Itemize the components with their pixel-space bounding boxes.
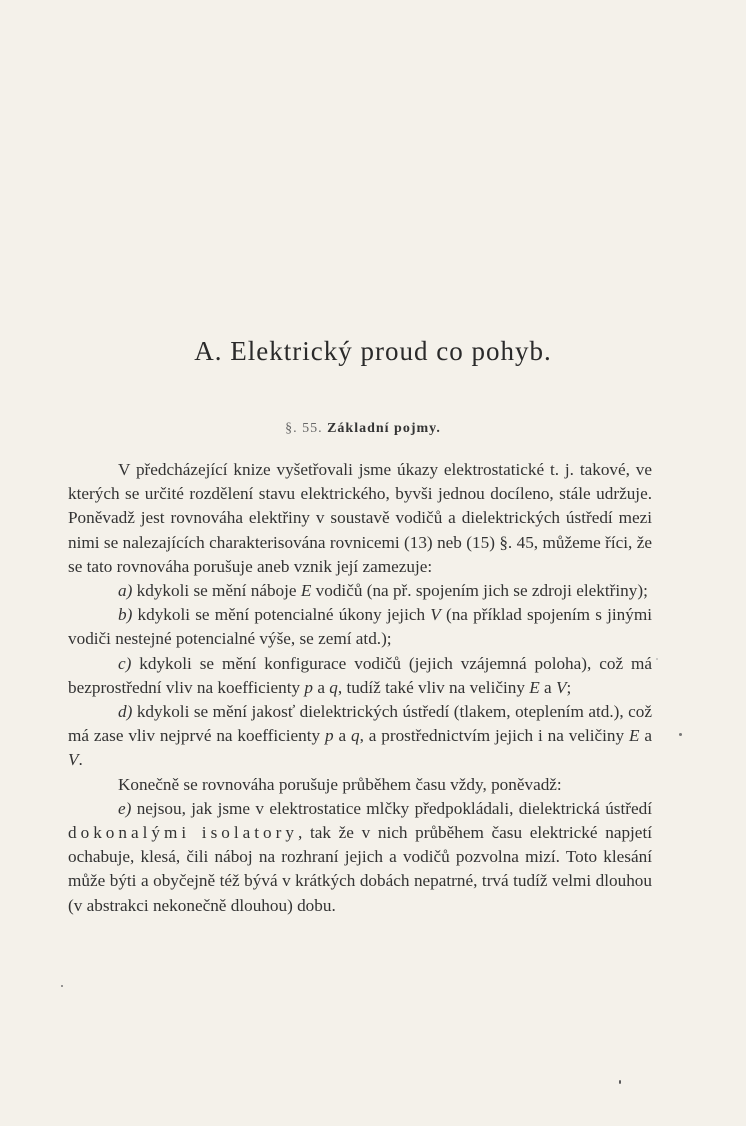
item-c-q: q [329, 677, 338, 697]
section-heading [0, 421, 726, 437]
paper-speck [656, 658, 658, 660]
item-b [68, 603, 652, 651]
item-a-var: E [300, 581, 312, 601]
item-a-text: kdykoli se mění náboje [132, 581, 301, 601]
item-c-end: ; [566, 677, 572, 697]
item-c-label: c) [118, 653, 132, 673]
intro-paragraph: V předcházející knize vyšetřovali jsme úkazy elektrostatické t. j. takové, ve kterých se určité rozdělení stavu elektrického, byvši jednou docíleno, stále udržuje. Poněvadž jest rovnováha elektřiny v soustavě vodičů a dielektrických ústředí mezi nimi se nalezajících charakterisována rovnicemi (13) neb (15) §. 45, můžeme říci, že se tato rovnováha porušuje aneb vznik její zamezuje: [68, 460, 652, 576]
item-d-q: q [351, 726, 360, 746]
section-title: Základní pojmy. [327, 421, 441, 436]
item-c-text-2: , tudíž také vliv na veličiny [337, 677, 530, 697]
item-b-text: kdykoli se mění potencialné úkony jejich [132, 605, 431, 625]
item-c-v: V [555, 677, 567, 697]
item-e-spaced: dokonalými isolatory [68, 823, 298, 843]
item-d-label: d) [118, 702, 133, 722]
item-d-text-2: , a prostřednictvím jejich i na veličiny [359, 726, 629, 746]
section-number: §. 55. [285, 421, 323, 436]
item-b-text-2: (na příklad spojením s jinými vodiči nestejné potencialné výše, se zemí atd.); [68, 605, 652, 649]
item-d [68, 700, 652, 773]
item-d-and-2: a [639, 726, 652, 746]
item-b-label: b) [118, 605, 133, 625]
item-c-and-2: a [539, 677, 556, 697]
item-c-and: a [313, 677, 330, 697]
item-d-e: E [629, 726, 640, 746]
paper-speck [679, 733, 682, 736]
item-d-text: kdykoli se mění jakosť dielektrických ústředí (tlakem, oteplením atd.), což má zase vliv nejprvé na koefficienty [68, 702, 652, 746]
item-e-label: e) [118, 798, 132, 818]
konecne-paragraph: Konečně se rovnováha porušuje průběhem času vždy, poněvadž: [118, 774, 562, 794]
item-a [68, 579, 652, 603]
item-d-p: p [325, 726, 334, 746]
item-e [68, 797, 652, 918]
item-c [68, 652, 652, 700]
item-e-text: nejsou, jak jsme v elektrostatice mlčky předpokládali, dielektrická ústředí [131, 798, 652, 818]
item-c-e: E [529, 677, 540, 697]
paper-speck [61, 985, 63, 987]
item-d-end: . [78, 750, 83, 770]
item-b-var: V [430, 605, 441, 625]
item-d-v: V [68, 750, 79, 770]
chapter-title: A. Elektrický proud co pohyb. [194, 336, 552, 366]
body-text [68, 458, 652, 918]
item-d-and: a [333, 726, 351, 746]
item-e-text-2: , tak že v nich průběhem času elektrické napjetí ochabuje, klesá, čili náboj na rozhraní jejich a vodičů pozvolna mizí. Toto klesání může býti a obyčejně též bývá v krátkých dobách nepatrné, trvá tudíž velmi dlouhou (v abstrakci nekonečně dlouhou) dobu. [68, 823, 652, 915]
item-c-text: kdykoli se mění konfigurace vodičů (jejich vzájemná poloha), což má bezprostřední vliv na koefficienty [68, 653, 652, 697]
item-a-text-2: vodičů (na př. spojením jich se zdroji elektřiny); [311, 581, 648, 601]
item-a-label: a) [118, 581, 133, 601]
item-c-p: p [304, 677, 314, 697]
paper-speck [619, 1080, 621, 1084]
